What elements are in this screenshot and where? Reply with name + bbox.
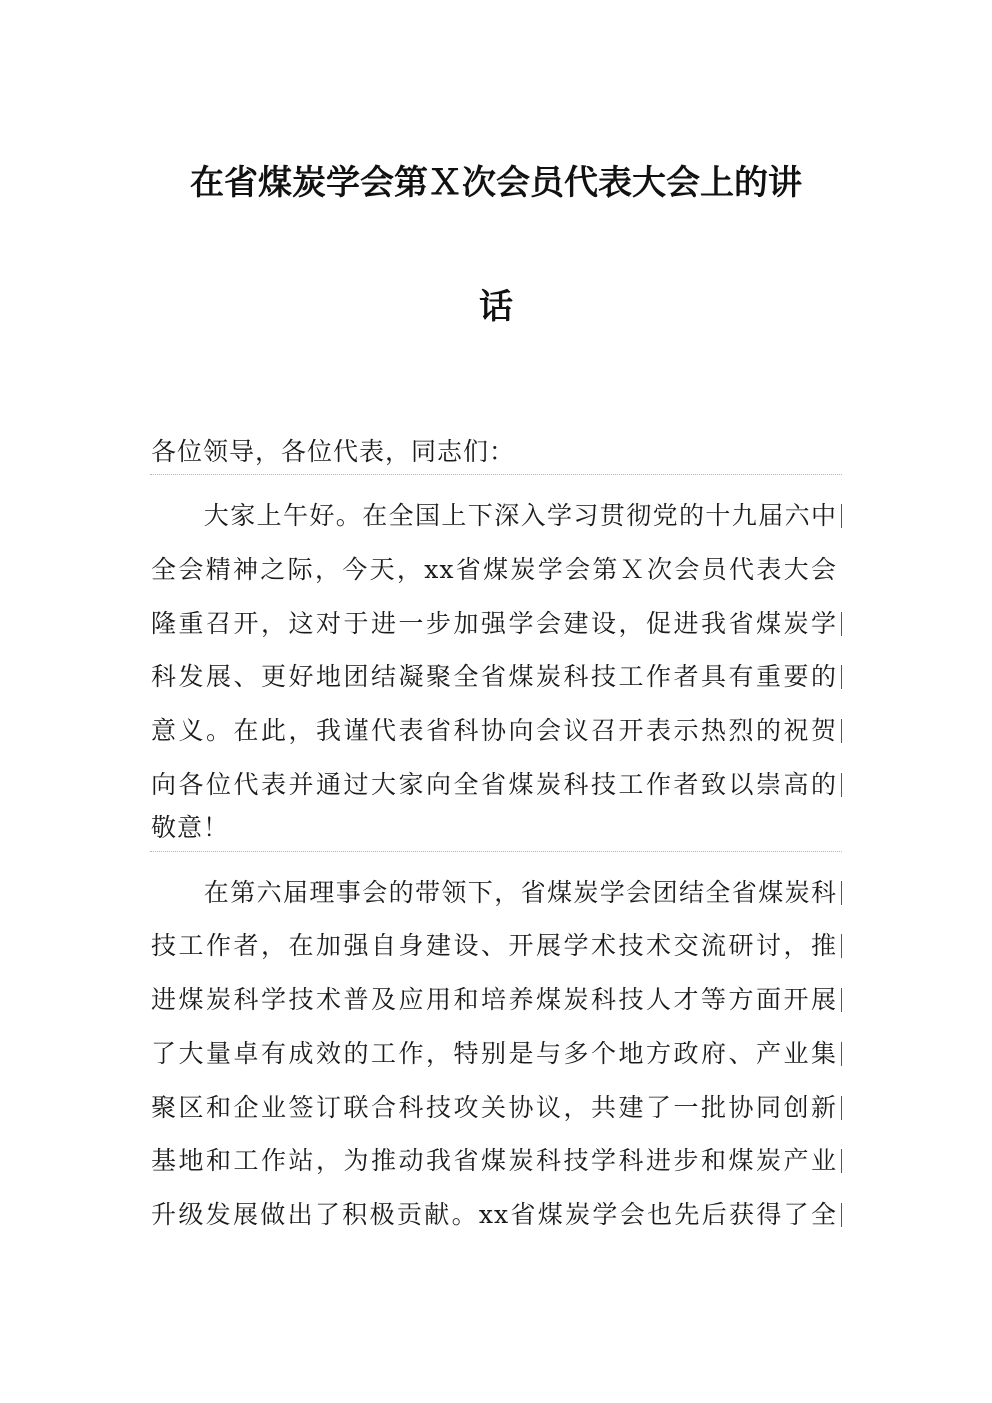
document-title-line-2: 话 [479,287,513,327]
paragraph-1-line: 隆重召开，这对于进一步加强学会建设，促进我省煤炭学 [151,609,837,638]
line-end-mark [841,612,842,636]
line-end-mark [841,1203,842,1227]
paragraph-1-line: 大家上午好。在全国上下深入学习贯彻党的十九届六中 [151,501,837,530]
line-end-mark [841,881,842,905]
paragraph-separator [150,851,842,852]
salutation: 各位领导，各位代表，同志们： [151,437,516,466]
paragraph-2-line: 进煤炭科学技术普及应用和培养煤炭科技人才等方面开展 [151,985,837,1014]
line-end-mark [841,773,842,797]
line-end-mark [841,719,842,743]
document-title-line-1: 在省煤炭学会第Ｘ次会员代表大会上的讲 [190,163,802,203]
line-end-mark [841,1042,842,1066]
paragraph-1-line: 向各位代表并通过大家向全省煤炭科技工作者致以崇高的 [151,770,837,799]
line-end-mark [841,504,842,528]
paragraph-2-line: 聚区和企业签订联合科技攻关协议，共建了一批协同创新 [151,1093,837,1122]
paragraph-1-line: 科发展、更好地团结凝聚全省煤炭科技工作者具有重要的 [151,662,837,691]
line-end-mark [841,988,842,1012]
paragraph-1-line: 敬意！ [151,813,230,842]
line-end-mark [841,1096,842,1120]
paragraph-2-line: 基地和工作站，为推动我省煤炭科技学科进步和煤炭产业 [151,1146,837,1175]
paragraph-2-line: 在第六届理事会的带领下，省煤炭学会团结全省煤炭科 [151,878,837,907]
paragraph-separator [150,474,842,475]
line-end-mark [841,934,842,958]
paragraph-2-line: 了大量卓有成效的工作，特别是与多个地方政府、产业集 [151,1039,837,1068]
paragraph-1-line: 意义。在此，我谨代表省科协向会议召开表示热烈的祝贺 [151,716,837,745]
paragraph-2-line: 升级发展做出了积极贡献。xx省煤炭学会也先后获得了全 [151,1200,837,1229]
paragraph-1-line: 全会精神之际，今天，xx省煤炭学会第Ｘ次会员代表大会 [151,555,837,584]
line-end-mark [841,665,842,689]
line-end-mark [841,1149,842,1173]
paragraph-2-line: 技工作者，在加强自身建设、开展学术技术交流研讨，推 [151,931,837,960]
